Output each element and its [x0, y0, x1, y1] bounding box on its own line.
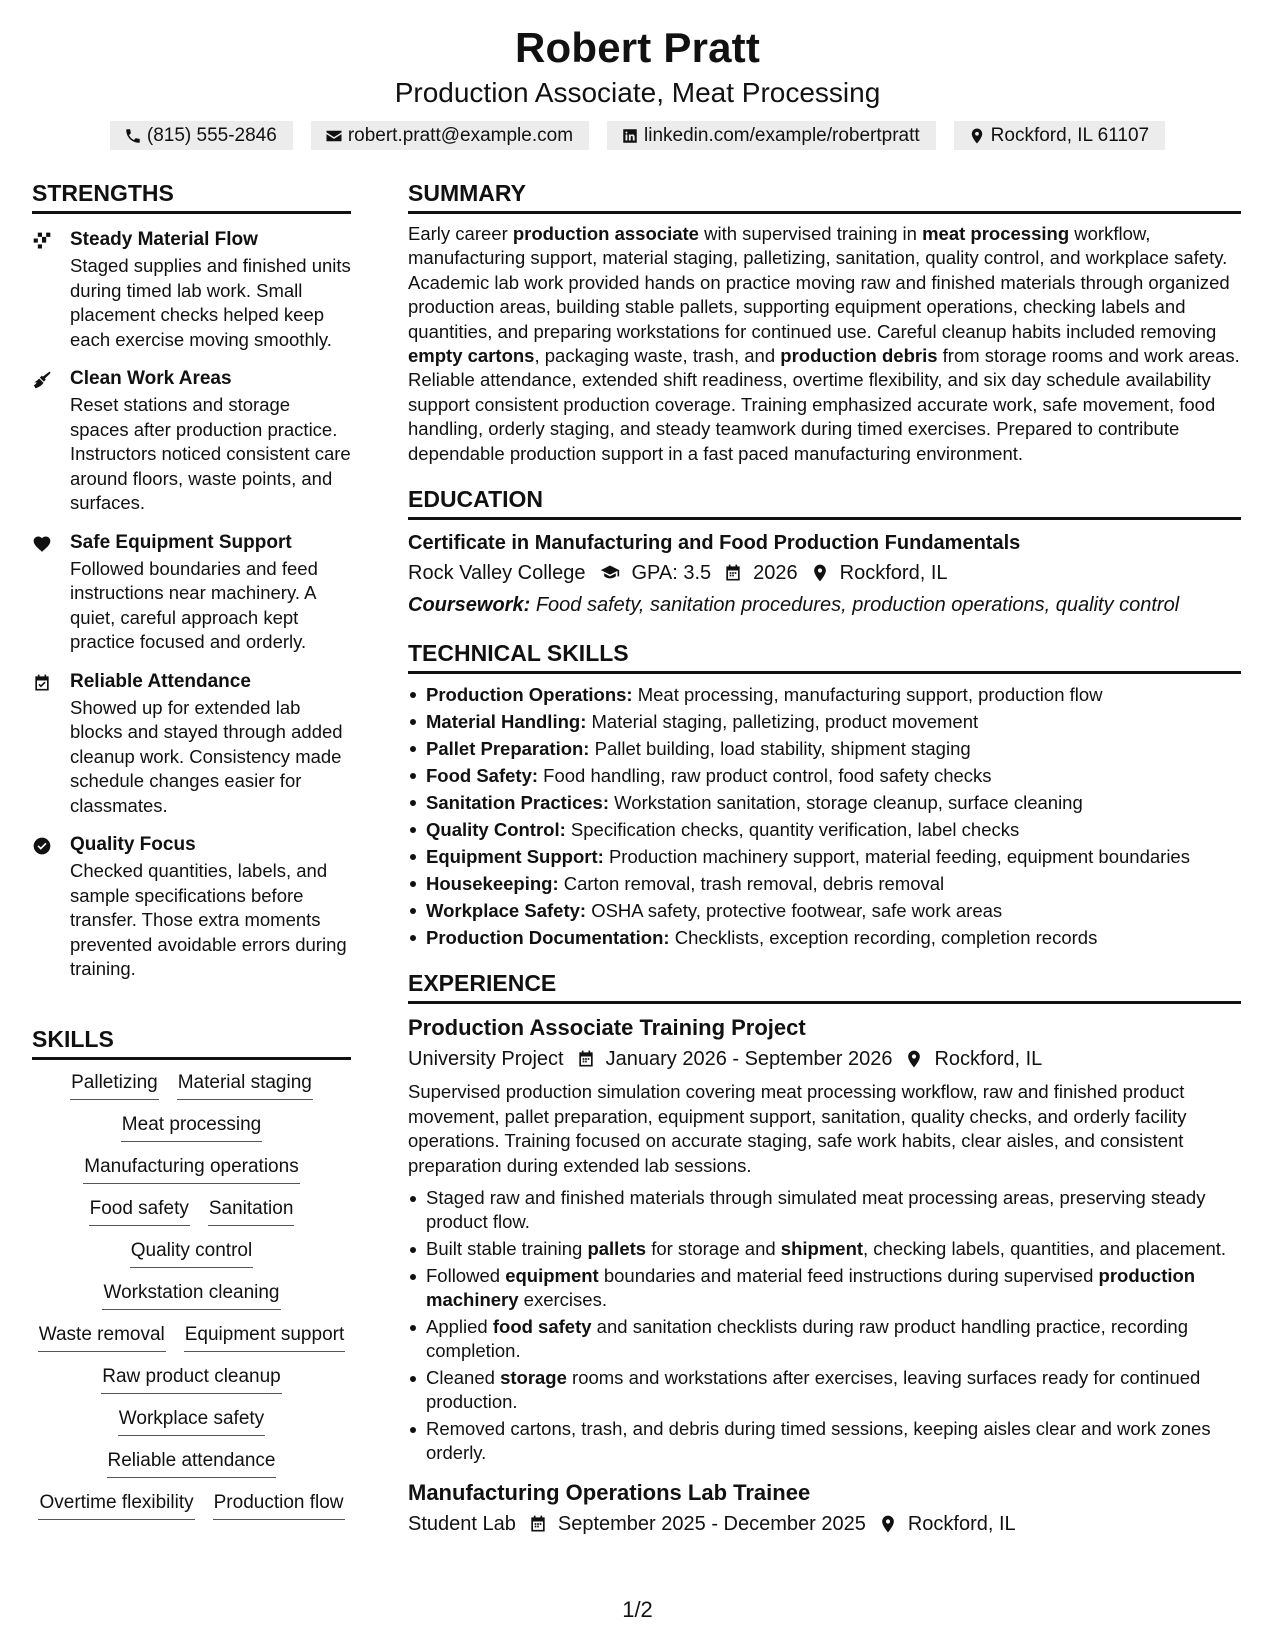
strength-desc: Checked quantities, labels, and sample specifications before transfer. Those extra moments prevented avoidable errors during training. [70, 860, 347, 979]
skill-label: Equipment Support: [426, 846, 604, 868]
heart-icon [32, 534, 52, 554]
job-bullet [408, 1417, 1241, 1465]
skill-tag: Sanitation [208, 1196, 295, 1226]
skill-value: OSHA safety, protective footwear, safe work areas [591, 900, 1003, 922]
technical-skill-item [408, 871, 1241, 896]
text-run: workflow, manufacturing support, material staging, palletizing, sanitation, quality control, and workplace safety. Academic lab work provided hands on practice moving raw and finished materials through organized production areas, building stable pallets, supporting equipment operations, checking labels and quantities, and preparing workstations for continued use. Careful cleanup habits included removing [408, 223, 1230, 342]
contact-linkedin[interactable] [607, 121, 936, 150]
emphasis-text: production associate [512, 223, 699, 244]
strength-item [32, 228, 351, 352]
skills-list [32, 1070, 351, 1520]
job-meta [408, 1044, 1241, 1074]
skill-label: Production Operations: [426, 684, 633, 706]
job-title: Production Associate Training Project [408, 1015, 806, 1041]
education-section [408, 484, 1241, 620]
skill-tag: Overtime flexibility [38, 1490, 194, 1520]
strength-title: Clean Work Areas [70, 368, 232, 389]
skill-label: Sanitation Practices: [426, 792, 610, 814]
technical-skill-item [408, 844, 1241, 869]
broom-icon [32, 370, 52, 390]
text-run: Removed cartons, trash, and debris during timed sessions, keeping aisles clear and work zones orderly. [426, 1418, 1211, 1464]
linkedin-icon [621, 127, 639, 145]
job-bullets [408, 1186, 1241, 1465]
education-year: 2026 [753, 562, 798, 585]
job-location: Rockford, IL [934, 1048, 1043, 1071]
job-dates: January 2026 - September 2026 [605, 1048, 893, 1071]
skill-tag: Food safety [89, 1196, 190, 1226]
education-meta [408, 558, 1241, 588]
job-bullet [408, 1315, 1241, 1363]
job-bullet [408, 1366, 1241, 1414]
location-pin-icon [904, 1049, 924, 1069]
education-degree: Certificate in Manufacturing and Food Production Fundamentals [408, 532, 1021, 555]
summary-text [408, 222, 1241, 466]
strength-desc: Reset stations and storage spaces after production practice. Instructors noticed consistent care around floors, waste points, and surfaces. [70, 394, 351, 513]
text-run: Applied [426, 1316, 493, 1338]
text-run: Cleaned [426, 1367, 501, 1389]
text-run: Staged raw and finished materials through simulated meat processing areas, preserving steady product flow. [426, 1187, 1206, 1233]
technical-skills-section [408, 638, 1241, 950]
text-run: rooms and workstations after exercises, leaving surfaces ready for continued production. [426, 1367, 1201, 1413]
contact-bar [0, 121, 1275, 150]
strength-item [32, 833, 351, 982]
contact-email[interactable] [311, 121, 589, 150]
text-run: , checking labels, quantities, and placement. [863, 1238, 1227, 1260]
strengths-heading: STRENGTHS [32, 178, 351, 214]
emphasis-text: pallets [587, 1238, 647, 1260]
skill-label: Material Handling: [426, 711, 587, 733]
technical-skill-item [408, 709, 1241, 734]
skill-tag: Production flow [213, 1490, 345, 1520]
skill-label: Food Safety: [426, 765, 539, 787]
emphasis-text: production debris [780, 345, 938, 367]
education-heading: EDUCATION [408, 484, 1241, 520]
emphasis-text: meat processing [922, 223, 1070, 244]
experience-heading: EXPERIENCE [408, 968, 1241, 1004]
graduation-cap-icon [598, 563, 622, 583]
technical-skills-list [408, 682, 1241, 950]
skill-label: Pallet Preparation: [426, 738, 590, 760]
job-bullet [408, 1186, 1241, 1234]
skill-label: Quality Control: [426, 819, 566, 841]
text-run: Built stable training [426, 1238, 588, 1260]
contact-phone[interactable] [110, 121, 293, 150]
emphasis-text: storage [500, 1367, 567, 1389]
coursework [408, 590, 1241, 620]
contact-location [954, 121, 1165, 150]
emphasis-text: empty cartons [408, 345, 535, 367]
skill-tag: Equipment support [184, 1322, 346, 1352]
text-run: from storage rooms and work areas. Reliable attendance, extended shift readiness, overtime flexibility, and six day schedule availability support consistent production coverage. Training emphasized accurate work, safe movement, food handling, orderly staging, and steady teamwork during timed exercises. Prepared to contribute dependable production support in a fast paced manufacturing environment. [408, 345, 1240, 464]
technical-skill-item [408, 817, 1241, 842]
text-run: for storage and [646, 1238, 781, 1260]
coursework-label: Coursework: [408, 594, 531, 617]
text-run: boundaries and material feed instructions during supervised [598, 1265, 1099, 1287]
skill-tag: Workstation cleaning [102, 1280, 280, 1310]
skills-section [32, 1024, 351, 1520]
check-circle-icon [32, 836, 52, 856]
text-run: with supervised training in [698, 223, 923, 244]
job-meta [408, 1509, 1241, 1539]
strength-desc: Followed boundaries and feed instructions near machinery. A quiet, careful approach kept practice focused and orderly. [70, 557, 318, 652]
contact-location-text: Rockford, IL 61107 [990, 124, 1150, 146]
strength-item [32, 367, 351, 516]
emphasis-text: equipment [505, 1265, 599, 1287]
envelope-icon [325, 127, 343, 145]
skill-value: Specification checks, quantity verification, label checks [570, 819, 1020, 841]
technical-skills-heading: TECHNICAL SKILLS [408, 638, 1241, 674]
text-run: , packaging waste, trash, and [534, 345, 781, 367]
education-school: Rock Valley College [408, 562, 586, 585]
emphasis-text: shipment [780, 1238, 864, 1260]
skill-value: Pallet building, load stability, shipment staging [594, 738, 971, 760]
job-title: Manufacturing Operations Lab Trainee [408, 1480, 811, 1506]
job-location: Rockford, IL [907, 1513, 1016, 1536]
technical-skill-item [408, 925, 1241, 950]
left-column [32, 178, 351, 997]
skill-tag: Meat processing [121, 1112, 262, 1142]
location-pin-icon [810, 563, 830, 583]
text-run: and sanitation checklists during raw product handling practice, recording completion. [426, 1316, 1188, 1362]
calendar-icon [576, 1049, 596, 1069]
calendar-icon [528, 1514, 548, 1534]
strength-item [32, 670, 351, 819]
text-run: Early career [408, 223, 513, 244]
strengths-list [32, 228, 351, 982]
phone-icon [124, 127, 142, 145]
right-column [408, 178, 1241, 1539]
skill-tag: Manufacturing operations [83, 1154, 299, 1184]
skill-value: Checklists, exception recording, completion records [674, 927, 1098, 949]
contact-email-text: robert.pratt@example.com [347, 124, 574, 146]
text-run: exercises. [518, 1289, 607, 1311]
skill-tag: Quality control [130, 1238, 253, 1268]
job-org: Student Lab [408, 1513, 516, 1536]
technical-skill-item [408, 898, 1241, 923]
job-dates: September 2025 - December 2025 [557, 1513, 866, 1536]
emphasis-text: production machinery [426, 1265, 1196, 1311]
skill-tag: Reliable attendance [107, 1448, 277, 1478]
skill-value: Meat processing, manufacturing support, production flow [637, 684, 1103, 706]
skill-tag: Material staging [177, 1070, 313, 1100]
skill-value: Workstation sanitation, storage cleanup, surface cleaning [614, 792, 1083, 814]
education-gpa: GPA: 3.5 [631, 562, 712, 585]
emphasis-text: food safety [492, 1316, 592, 1338]
skill-label: Production Documentation: [426, 927, 670, 949]
skill-value: Food handling, raw product control, food safety checks [543, 765, 992, 787]
job-org: University Project [408, 1048, 564, 1071]
job-bullet [408, 1264, 1241, 1312]
experience-section [408, 968, 1241, 1539]
calendar-icon [723, 563, 743, 583]
strength-title: Quality Focus [70, 834, 196, 855]
skill-value: Production machinery support, material feeding, equipment boundaries [608, 846, 1190, 868]
contact-linkedin-text: linkedin.com/example/robertpratt [644, 124, 920, 146]
technical-skill-item [408, 736, 1241, 761]
contact-phone-text: (815) 555-2846 [146, 124, 277, 146]
skill-label: Workplace Safety: [426, 900, 587, 922]
technical-skill-item [408, 763, 1241, 788]
skill-value: Carton removal, trash removal, debris removal [563, 873, 945, 895]
page-number: 1/2 [622, 1597, 653, 1622]
candidate-headline: Production Associate, Meat Processing [394, 77, 881, 108]
education-location: Rockford, IL [839, 562, 948, 585]
strength-title: Safe Equipment Support [70, 531, 292, 553]
boxes-icon [32, 231, 52, 251]
coursework-list: Food safety, sanitation procedures, production operations, quality control [535, 594, 1180, 617]
job-description: Supervised production simulation covering meat processing workflow, raw and finished product movement, pallet preparation, equipment support, sanitation, quality checks, and orderly facility operations. Training focused on accurate staging, safe work habits, clear aisles, and consistent preparation during extended lab sessions. [408, 1081, 1187, 1176]
job-bullet [408, 1237, 1241, 1261]
strength-title: Reliable Attendance [70, 670, 251, 692]
location-pin-icon [968, 127, 986, 145]
candidate-name: Robert Pratt [514, 24, 761, 71]
calendar-check-icon [32, 673, 52, 693]
strength-title: Steady Material Flow [70, 229, 258, 250]
resume-header [0, 22, 1275, 150]
skill-tag: Palletizing [70, 1070, 159, 1100]
strength-desc: Staged supplies and finished units during timed lab work. Small placement checks helped keep each exercise moving smoothly. [70, 255, 351, 350]
strength-desc: Showed up for extended lab blocks and stayed through added cleanup work. Consistency made schedule changes easier for classmates. [70, 696, 343, 816]
skill-tag: Raw product cleanup [101, 1364, 282, 1394]
skills-heading: SKILLS [32, 1024, 351, 1060]
location-pin-icon [878, 1514, 898, 1534]
technical-skill-item [408, 790, 1241, 815]
technical-skill-item [408, 682, 1241, 707]
skill-tag: Waste removal [38, 1322, 166, 1352]
strength-item [32, 531, 351, 655]
summary-heading: SUMMARY [408, 178, 1241, 214]
text-run: Followed [426, 1265, 506, 1287]
skill-label: Housekeeping: [426, 873, 559, 895]
skill-value: Material staging, palletizing, product movement [591, 711, 979, 733]
skill-tag: Workplace safety [118, 1406, 265, 1436]
